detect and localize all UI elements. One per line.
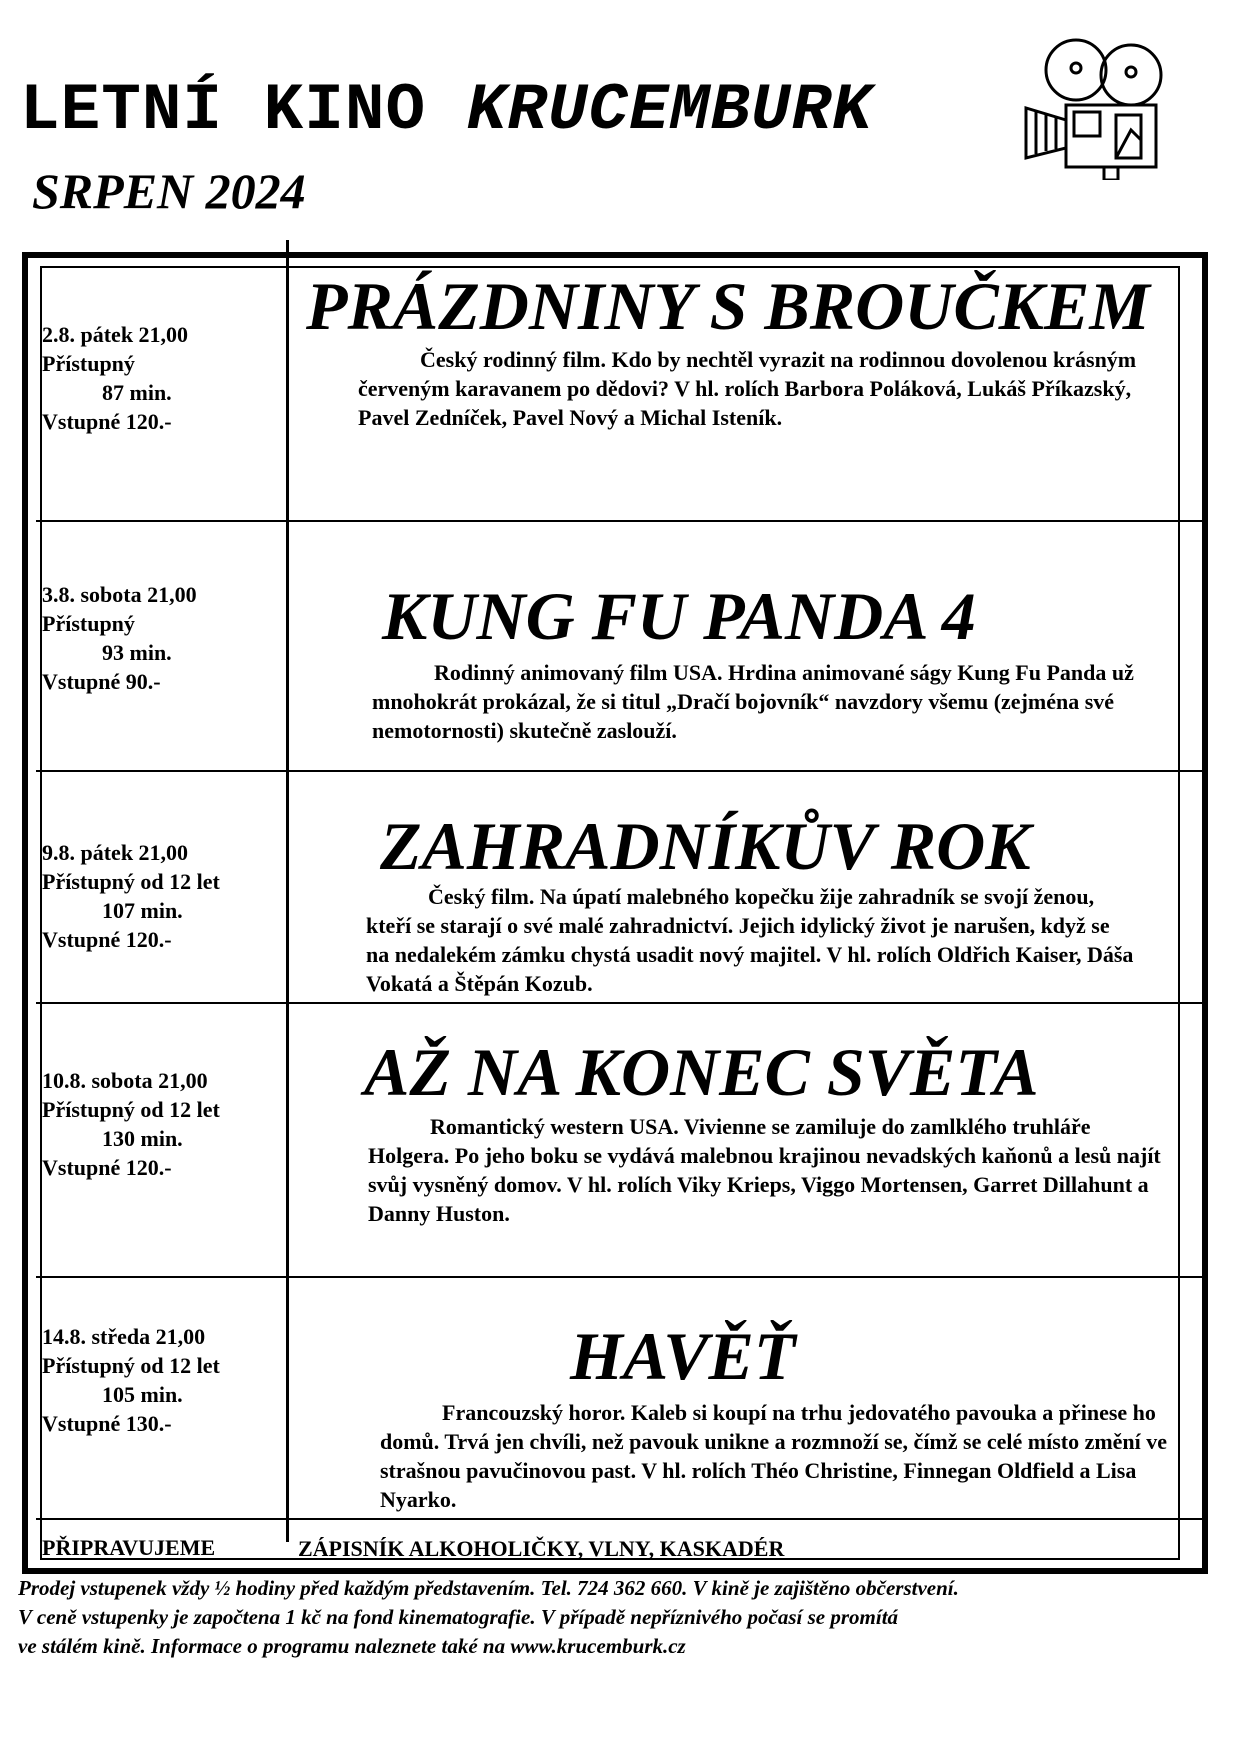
film-info — [42, 580, 197, 696]
title-plain: LETNÍ KINO — [20, 73, 427, 148]
film-title: AŽ NA KONEC SVĚTA — [364, 1034, 1039, 1110]
film-camera-icon — [1016, 30, 1176, 180]
coming-label: PŘIPRAVUJEME — [42, 1535, 216, 1560]
film-title: KUNG FU PANDA 4 — [382, 578, 976, 654]
page-title — [20, 73, 873, 148]
film-rating: Přístupný od 12 let — [42, 1353, 220, 1378]
film-title: PRÁZDNINY S BROUČKEM — [306, 268, 1150, 344]
row-divider — [36, 1276, 1204, 1278]
film-price: Vstupné 120.- — [42, 1155, 172, 1180]
film-description: Rodinný animovaný film USA. Hrdina animované ságy Kung Fu Panda už mnohokrát prokázal, že si titul „Dračí bojovník“ navzdory všemu (zejména své nemotornosti) skutečně zaslouží. — [372, 660, 1134, 743]
film-title: HAVĚŤ — [570, 1318, 796, 1394]
film-date: 3.8. sobota 21,00 — [42, 582, 197, 607]
film-info — [42, 1322, 220, 1438]
film-price: Vstupné 120.- — [42, 409, 172, 434]
film-price: Vstupné 130.- — [42, 1411, 172, 1436]
film-rating: Přístupný od 12 let — [42, 1097, 220, 1122]
row-divider — [36, 520, 1204, 522]
film-description: Český rodinný film. Kdo by nechtěl vyrazit na rodinnou dovolenou krásným červeným karavanem po dědovi? V hl. rolích Barbora Poláková, Lukáš Příkazský, Pavel Zedníček, Pavel Nový a Michal Isteník. — [358, 347, 1137, 430]
film-length: 93 min. — [102, 640, 172, 665]
page-subtitle: SRPEN 2024 — [32, 163, 306, 219]
film-length: 105 min. — [102, 1382, 183, 1407]
film-price: Vstupné 90.- — [42, 669, 161, 694]
film-description: Romantický western USA. Vivienne se zamiluje do zamlklého truhláře Holgera. Po jeho boku se vydává malebnou krajinou nevadských kaňonů a lesů najít svůj vysněný domov. V hl. rolích Viky Krieps, Viggo Mortensen, Garret Dillahunt a Danny Huston. — [368, 1114, 1161, 1226]
film-price: Vstupné 120.- — [42, 927, 172, 952]
film-info — [42, 838, 220, 954]
film-info — [42, 320, 188, 436]
footer-line: ve stálém kině. Informace o programu naleznete také na www.krucemburk.cz — [18, 1634, 686, 1658]
film-date: 10.8. sobota 21,00 — [42, 1068, 208, 1093]
film-date: 14.8. středa 21,00 — [42, 1324, 206, 1349]
footer-line: V ceně vstupenky je započtena 1 kč na fond kinematografie. V případě nepříznivého počasí se promítá — [18, 1605, 899, 1629]
film-length: 87 min. — [102, 380, 172, 405]
coming-films: ZÁPISNÍK ALKOHOLIČKY, VLNY, KASKADÉR — [298, 1536, 785, 1561]
film-length: 107 min. — [102, 898, 183, 923]
title-italic: KRUCEMBURK — [466, 73, 873, 148]
footer-line: Prodej vstupenek vždy ½ hodiny před každým představením. Tel. 724 362 660. V kině je zajištěno občerstvení. — [18, 1576, 959, 1600]
film-rating: Přístupný — [42, 351, 135, 376]
film-date: 9.8. pátek 21,00 — [42, 840, 189, 865]
footer-note — [18, 1574, 1218, 1661]
film-title: ZAHRADNÍKŮV ROK — [380, 808, 1031, 884]
film-description: Český film. Na úpatí malebného kopečku žije zahradník se svojí ženou, kteří se starají o své malé zahradnictví. Jejich idylický život je narušen, když se na nedalekém zámku chystá usadit nový majitel. V hl. rolích Oldřich Kaiser, Dáša Vokatá a Štěpán Kozub. — [366, 884, 1134, 996]
row-divider — [36, 1518, 1204, 1520]
film-date: 2.8. pátek 21,00 — [42, 322, 189, 347]
film-rating: Přístupný od 12 let — [42, 869, 220, 894]
row-divider — [36, 1002, 1204, 1004]
film-rating: Přístupný — [42, 611, 135, 636]
film-length: 130 min. — [102, 1126, 183, 1151]
column-divider — [286, 240, 289, 1542]
row-divider — [36, 770, 1204, 772]
film-info — [42, 1066, 220, 1182]
film-description: Francouzský horor. Kaleb si koupí na trhu jedovatého pavouka a přinese ho domů. Trvá jen chvíli, než pavouk unikne a rozmnoží se, čímž se celé místo změní ve strašnou pavučinovou past. V hl. rolích Théo Christine, Finnegan Oldfield a Lisa Nyarko. — [380, 1400, 1168, 1512]
